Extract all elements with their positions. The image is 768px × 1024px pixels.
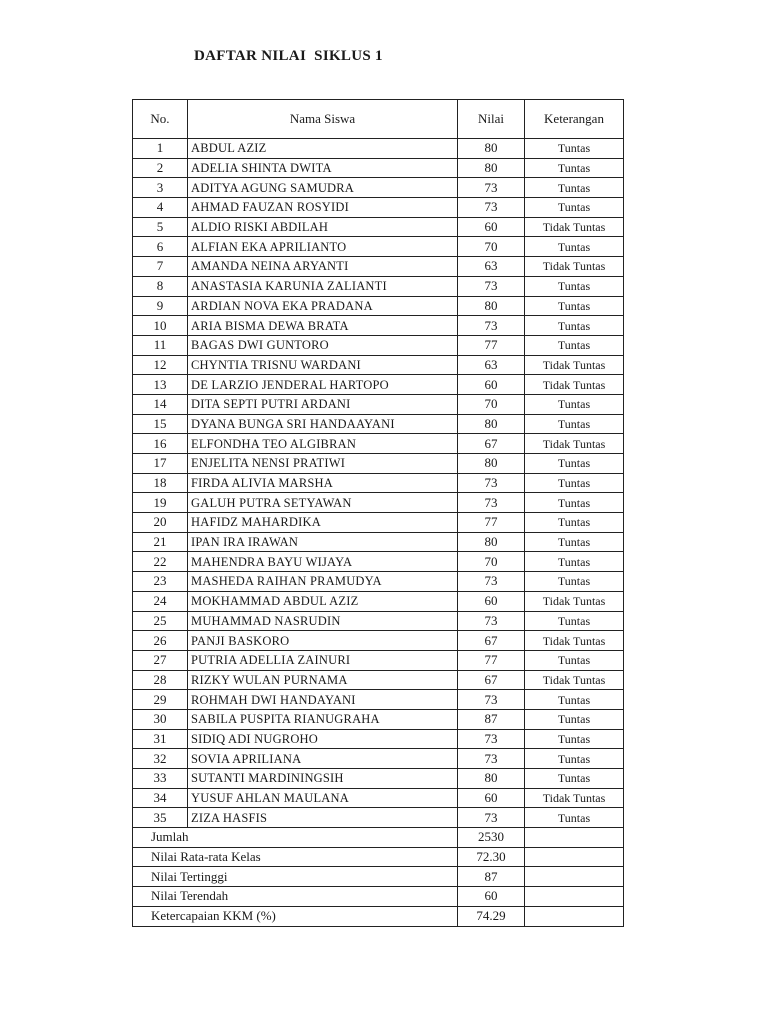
table-row <box>133 729 624 749</box>
student-name: HAFIDZ MAHARDIKA <box>188 513 458 533</box>
summary-empty <box>525 906 624 926</box>
student-no: 13 <box>133 375 188 395</box>
student-score: 77 <box>458 650 525 670</box>
table-row <box>133 198 624 218</box>
summary-label: Nilai Terendah <box>133 887 458 907</box>
table-row <box>133 237 624 257</box>
student-name: SUTANTI MARDININGSIH <box>188 769 458 789</box>
table-row <box>133 217 624 237</box>
student-no: 19 <box>133 493 188 513</box>
student-name: DITA SEPTI PUTRI ARDANI <box>188 394 458 414</box>
student-status: Tidak Tuntas <box>525 355 624 375</box>
table-row <box>133 454 624 474</box>
header-score: Nilai <box>458 100 525 139</box>
student-no: 8 <box>133 276 188 296</box>
student-no: 17 <box>133 454 188 474</box>
student-status: Tuntas <box>525 709 624 729</box>
student-status: Tuntas <box>525 769 624 789</box>
summary-value: 72.30 <box>458 847 525 867</box>
student-no: 20 <box>133 513 188 533</box>
student-no: 14 <box>133 394 188 414</box>
student-status: Tidak Tuntas <box>525 788 624 808</box>
student-no: 18 <box>133 473 188 493</box>
student-score: 67 <box>458 434 525 454</box>
student-status: Tuntas <box>525 237 624 257</box>
header-row <box>133 100 624 139</box>
student-status: Tuntas <box>525 158 624 178</box>
summary-label: Nilai Tertinggi <box>133 867 458 887</box>
table-row <box>133 532 624 552</box>
student-name: ABDUL AZIZ <box>188 139 458 159</box>
student-rows <box>133 139 624 828</box>
student-name: MOKHAMMAD ABDUL AZIZ <box>188 591 458 611</box>
table-header <box>133 100 624 139</box>
table-row <box>133 375 624 395</box>
student-score: 73 <box>458 572 525 592</box>
table-row <box>133 335 624 355</box>
student-no: 35 <box>133 808 188 828</box>
summary-value: 2530 <box>458 828 525 848</box>
table-row <box>133 690 624 710</box>
table-row <box>133 670 624 690</box>
student-no: 32 <box>133 749 188 769</box>
summary-empty <box>525 847 624 867</box>
student-name: RIZKY WULAN PURNAMA <box>188 670 458 690</box>
student-no: 30 <box>133 709 188 729</box>
student-name: YUSUF AHLAN MAULANA <box>188 788 458 808</box>
student-score: 67 <box>458 670 525 690</box>
table-row <box>133 513 624 533</box>
student-name: PANJI BASKORO <box>188 631 458 651</box>
page-title: DAFTAR NILAI SIKLUS 1 <box>194 48 383 64</box>
header-name: Nama Siswa <box>188 100 458 139</box>
header-note: Keterangan <box>525 100 624 139</box>
student-score: 80 <box>458 454 525 474</box>
student-name: ZIZA HASFIS <box>188 808 458 828</box>
student-no: 7 <box>133 257 188 277</box>
summary-row <box>133 887 624 907</box>
student-name: SIDIQ ADI NUGROHO <box>188 729 458 749</box>
student-score: 73 <box>458 198 525 218</box>
student-no: 16 <box>133 434 188 454</box>
student-name: ALFIAN EKA APRILIANTO <box>188 237 458 257</box>
student-score: 73 <box>458 749 525 769</box>
summary-empty <box>525 887 624 907</box>
student-score: 63 <box>458 257 525 277</box>
student-name: GALUH PUTRA SETYAWAN <box>188 493 458 513</box>
table-row <box>133 473 624 493</box>
student-status: Tuntas <box>525 178 624 198</box>
table-row <box>133 552 624 572</box>
student-status: Tidak Tuntas <box>525 631 624 651</box>
summary-row <box>133 906 624 926</box>
student-no: 27 <box>133 650 188 670</box>
student-no: 24 <box>133 591 188 611</box>
student-name: MASHEDA RAIHAN PRAMUDYA <box>188 572 458 592</box>
student-name: AHMAD FAUZAN ROSYIDI <box>188 198 458 218</box>
student-score: 60 <box>458 375 525 395</box>
table-row <box>133 650 624 670</box>
student-name: ELFONDHA TEO ALGIBRAN <box>188 434 458 454</box>
student-name: DYANA BUNGA SRI HANDAAYANI <box>188 414 458 434</box>
student-no: 4 <box>133 198 188 218</box>
table-row <box>133 276 624 296</box>
student-status: Tidak Tuntas <box>525 217 624 237</box>
student-score: 73 <box>458 276 525 296</box>
student-score: 87 <box>458 709 525 729</box>
table-row <box>133 749 624 769</box>
student-status: Tuntas <box>525 394 624 414</box>
table-row <box>133 591 624 611</box>
student-name: ARDIAN NOVA EKA PRADANA <box>188 296 458 316</box>
student-score: 70 <box>458 237 525 257</box>
student-score: 73 <box>458 729 525 749</box>
student-no: 23 <box>133 572 188 592</box>
table-row <box>133 788 624 808</box>
student-no: 29 <box>133 690 188 710</box>
student-no: 31 <box>133 729 188 749</box>
student-status: Tuntas <box>525 493 624 513</box>
table-row <box>133 178 624 198</box>
student-name: FIRDA ALIVIA MARSHA <box>188 473 458 493</box>
student-score: 63 <box>458 355 525 375</box>
student-name: ANASTASIA KARUNIA ZALIANTI <box>188 276 458 296</box>
student-status: Tuntas <box>525 316 624 336</box>
student-score: 60 <box>458 217 525 237</box>
student-name: ROHMAH DWI HANDAYANI <box>188 690 458 710</box>
student-score: 73 <box>458 473 525 493</box>
table-row <box>133 493 624 513</box>
header-no: No. <box>133 100 188 139</box>
summary-label: Ketercapaian KKM (%) <box>133 906 458 926</box>
student-score: 60 <box>458 788 525 808</box>
student-score: 73 <box>458 316 525 336</box>
student-no: 1 <box>133 139 188 159</box>
student-score: 67 <box>458 631 525 651</box>
summary-rows <box>133 828 624 926</box>
summary-row <box>133 867 624 887</box>
student-score: 80 <box>458 532 525 552</box>
student-name: PUTRIA ADELLIA ZAINURI <box>188 650 458 670</box>
student-no: 12 <box>133 355 188 375</box>
student-no: 33 <box>133 769 188 789</box>
summary-label: Nilai Rata-rata Kelas <box>133 847 458 867</box>
student-status: Tidak Tuntas <box>525 670 624 690</box>
student-name: ENJELITA NENSI PRATIWI <box>188 454 458 474</box>
summary-label: Jumlah <box>133 828 458 848</box>
student-score: 73 <box>458 611 525 631</box>
table-row <box>133 631 624 651</box>
student-status: Tuntas <box>525 808 624 828</box>
student-status: Tuntas <box>525 198 624 218</box>
student-score: 77 <box>458 335 525 355</box>
student-score: 70 <box>458 552 525 572</box>
table-row <box>133 709 624 729</box>
student-name: DE LARZIO JENDERAL HARTOPO <box>188 375 458 395</box>
student-no: 28 <box>133 670 188 690</box>
student-score: 60 <box>458 591 525 611</box>
table-row <box>133 139 624 159</box>
summary-value: 87 <box>458 867 525 887</box>
summary-value: 74.29 <box>458 906 525 926</box>
student-name: ADITYA AGUNG SAMUDRA <box>188 178 458 198</box>
summary-row <box>133 828 624 848</box>
student-status: Tuntas <box>525 139 624 159</box>
summary-row <box>133 847 624 867</box>
student-no: 5 <box>133 217 188 237</box>
student-name: ARIA BISMA DEWA BRATA <box>188 316 458 336</box>
student-name: BAGAS DWI GUNTORO <box>188 335 458 355</box>
student-no: 9 <box>133 296 188 316</box>
student-status: Tuntas <box>525 690 624 710</box>
table-row <box>133 434 624 454</box>
student-no: 22 <box>133 552 188 572</box>
table-row <box>133 769 624 789</box>
student-status: Tuntas <box>525 532 624 552</box>
student-score: 80 <box>458 139 525 159</box>
student-status: Tidak Tuntas <box>525 257 624 277</box>
student-name: CHYNTIA TRISNU WARDANI <box>188 355 458 375</box>
student-status: Tuntas <box>525 572 624 592</box>
summary-value: 60 <box>458 887 525 907</box>
student-name: AMANDA NEINA ARYANTI <box>188 257 458 277</box>
student-status: Tuntas <box>525 749 624 769</box>
summary-empty <box>525 828 624 848</box>
student-no: 21 <box>133 532 188 552</box>
student-no: 11 <box>133 335 188 355</box>
table-row <box>133 572 624 592</box>
table-row <box>133 257 624 277</box>
student-no: 26 <box>133 631 188 651</box>
student-name: IPAN IRA IRAWAN <box>188 532 458 552</box>
student-status: Tuntas <box>525 276 624 296</box>
table-row <box>133 394 624 414</box>
summary-empty <box>525 867 624 887</box>
table-row <box>133 808 624 828</box>
student-name: MAHENDRA BAYU WIJAYA <box>188 552 458 572</box>
table-row <box>133 414 624 434</box>
student-name: SABILA PUSPITA RIANUGRAHA <box>188 709 458 729</box>
student-status: Tuntas <box>525 473 624 493</box>
student-no: 10 <box>133 316 188 336</box>
student-status: Tuntas <box>525 414 624 434</box>
student-status: Tidak Tuntas <box>525 434 624 454</box>
student-name: MUHAMMAD NASRUDIN <box>188 611 458 631</box>
student-status: Tuntas <box>525 650 624 670</box>
student-status: Tuntas <box>525 335 624 355</box>
student-no: 15 <box>133 414 188 434</box>
grades-table <box>132 99 624 927</box>
student-score: 70 <box>458 394 525 414</box>
student-status: Tuntas <box>525 454 624 474</box>
student-score: 73 <box>458 178 525 198</box>
table-row <box>133 316 624 336</box>
table-row <box>133 611 624 631</box>
student-name: SOVIA APRILIANA <box>188 749 458 769</box>
table-row <box>133 158 624 178</box>
student-status: Tuntas <box>525 611 624 631</box>
student-status: Tuntas <box>525 296 624 316</box>
student-score: 73 <box>458 493 525 513</box>
student-name: ADELIA SHINTA DWITA <box>188 158 458 178</box>
student-no: 2 <box>133 158 188 178</box>
student-status: Tidak Tuntas <box>525 375 624 395</box>
student-score: 80 <box>458 158 525 178</box>
student-score: 77 <box>458 513 525 533</box>
student-status: Tuntas <box>525 552 624 572</box>
student-status: Tidak Tuntas <box>525 591 624 611</box>
student-no: 25 <box>133 611 188 631</box>
student-no: 6 <box>133 237 188 257</box>
student-name: ALDIO RISKI ABDILAH <box>188 217 458 237</box>
student-score: 80 <box>458 296 525 316</box>
table-row <box>133 296 624 316</box>
student-status: Tuntas <box>525 513 624 533</box>
student-status: Tuntas <box>525 729 624 749</box>
student-score: 80 <box>458 414 525 434</box>
student-score: 73 <box>458 808 525 828</box>
student-no: 3 <box>133 178 188 198</box>
student-score: 73 <box>458 690 525 710</box>
student-no: 34 <box>133 788 188 808</box>
student-score: 80 <box>458 769 525 789</box>
table-row <box>133 355 624 375</box>
